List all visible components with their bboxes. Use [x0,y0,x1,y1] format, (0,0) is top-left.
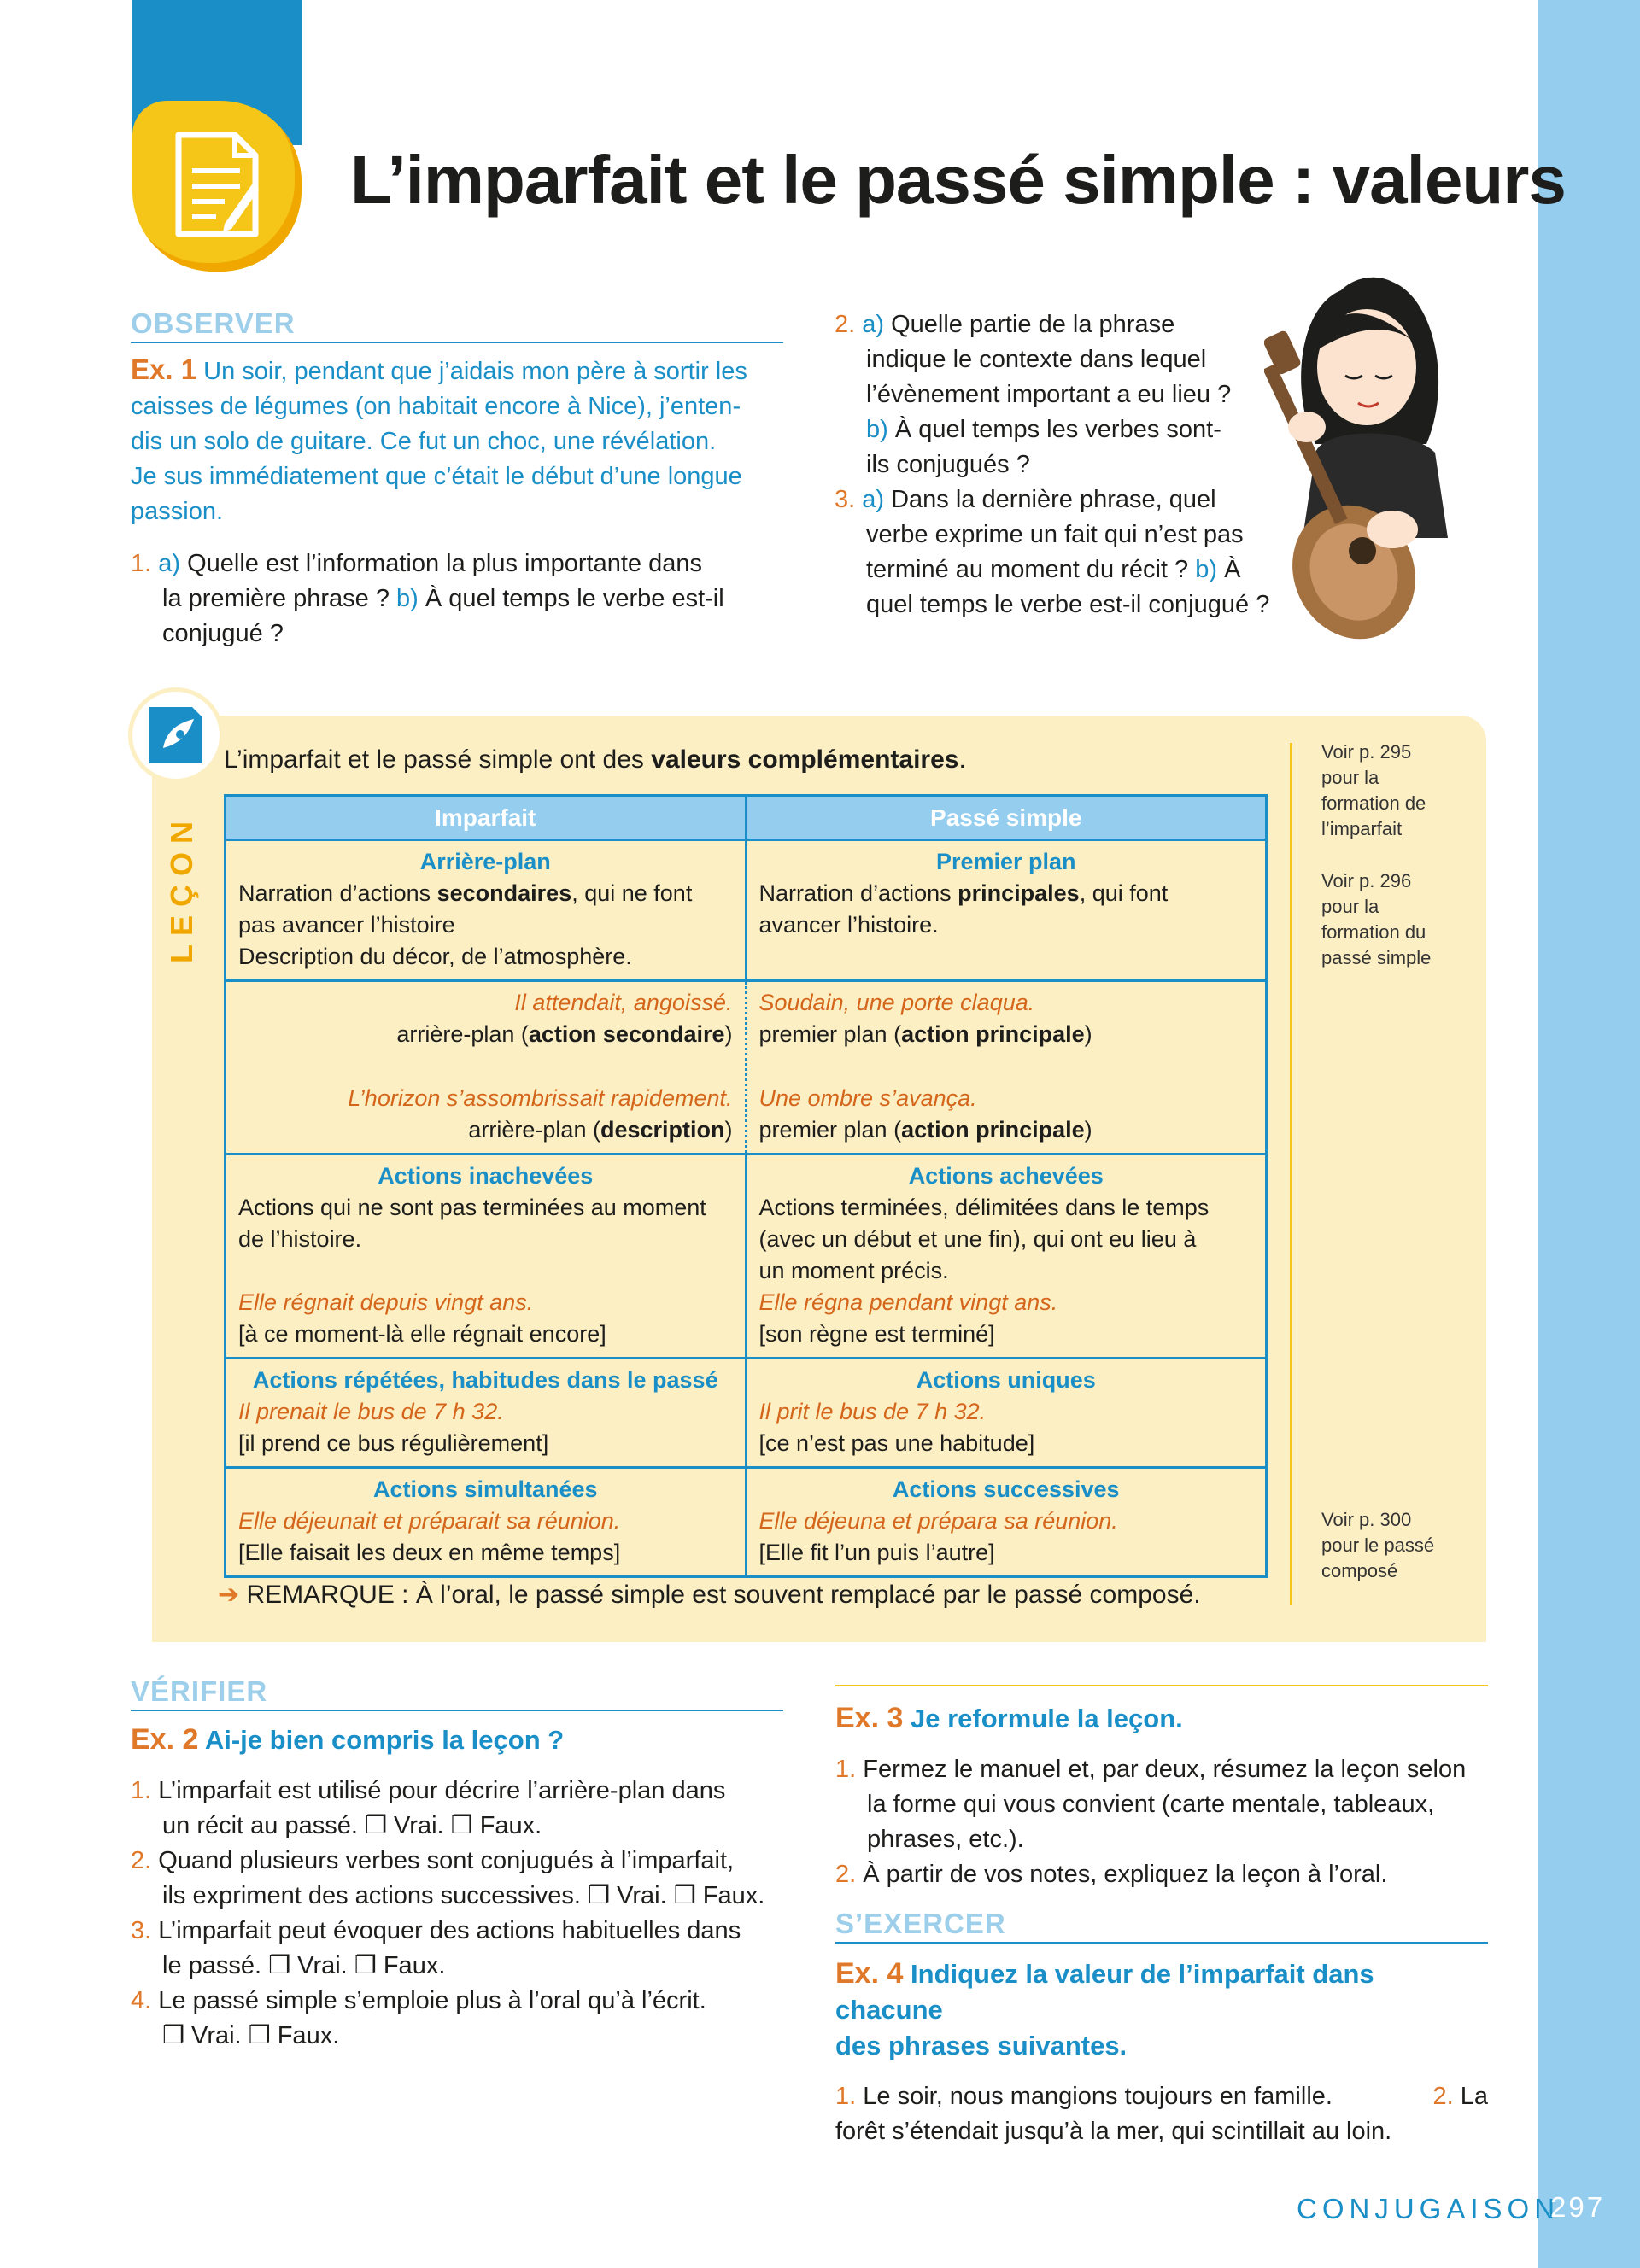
example-sentence: Elle régna pendant vingt ans. [758,1289,1058,1315]
table-row [226,840,1267,981]
side-note-line: Voir p. 296 [1321,870,1412,891]
document-icon [132,101,302,272]
table-cell [226,1359,747,1468]
question-text: terminé au moment du récit ? [866,556,1189,583]
example-sentence: Il prit le bus de 7 h 32. [758,1399,987,1424]
header-imparfait: Imparfait [226,796,747,840]
ex4-title-text: Indiquez la valeur de l’imparfait dans chacune [835,1959,1374,2025]
list-item [835,1857,1488,1892]
item-number: 1. [131,1777,152,1804]
ex4-label: Ex. 4 [835,1957,904,1990]
table-header-row [226,796,1267,840]
side-note-line: formation du [1321,921,1426,943]
cell-category: Actions achevées [908,1163,1104,1189]
cell-text: Actions qui ne sont pas terminées au moment [238,1195,706,1220]
cell-text: premier plan ( [758,1117,902,1143]
ex3-title [835,1702,1488,1735]
intro-bold: valeurs complémentaires [651,745,959,774]
example-sentence: Elle déjeuna et prépara sa réunion. [758,1508,1118,1534]
item-text: la forme qui vous convient (carte mentale, tableaux, [867,1791,1435,1818]
side-note-line: pour la [1321,896,1379,917]
cell-text: arrière-plan ( [396,1021,529,1047]
cell-text: un moment précis. [758,1258,949,1283]
lesson-vertical-label: LEÇON [164,813,199,963]
exercer-heading: S’EXERCER [835,1908,1488,1944]
ex3-label: Ex. 3 [835,1702,904,1734]
cell-text: premier plan ( [758,1021,902,1047]
cell-bold: description [600,1117,725,1143]
lesson-quill-icon [128,687,224,783]
item-text: L’imparfait est utilisé pour décrire l’arrière-plan dans [158,1777,726,1804]
cell-text: , qui font [1079,880,1168,906]
question-text: À [1224,556,1241,583]
side-note-line: pour la [1321,767,1379,788]
cell-note: [son règne est terminé] [758,1321,995,1347]
table-cell [746,1154,1267,1359]
question-text: À quel temps les verbes sont- [894,416,1221,443]
item-text: L’imparfait peut évoquer des actions habituelles dans [158,1917,741,1944]
side-note [1321,1507,1434,1584]
question-number: 1. [131,550,152,577]
question-number: 3. [835,486,856,513]
question-letter: a) [862,486,885,513]
cell-text: de l’histoire. [238,1226,362,1252]
cell-text: ) [1084,1021,1092,1047]
side-note-line: pour le passé [1321,1534,1435,1556]
cell-text: Actions terminées, délimitées dans le temps [758,1195,1210,1220]
ex2-label: Ex. 2 [131,1723,199,1756]
table-cell [226,1154,747,1359]
question-letter: b) [396,585,419,612]
table-cell [226,1468,747,1577]
cell-category: Actions successives [892,1476,1120,1502]
cell-note: [il prend ce bus régulièrement] [238,1430,549,1456]
footer-section-name: CONJUGAISON [1297,2193,1561,2224]
question-text: verbe exprime un fait qui n’est pas [866,521,1244,548]
side-note-rule [1290,743,1292,1605]
observer-section [131,307,783,652]
ex3-section [835,1685,1488,2149]
cell-text: ) [724,1117,733,1143]
question-text: indique le contexte dans lequel [866,346,1207,373]
cell-category: Actions simultanées [372,1476,598,1502]
item-text: À partir de vos notes, expliquez la leçon à l’oral. [863,1861,1388,1888]
question-text: la première phrase ? [162,585,390,612]
question-text: Quelle partie de la phrase [891,311,1175,338]
item-number: 2. [1432,2083,1454,2110]
example-sentence: Elle déjeunait et préparait sa réunion. [238,1508,621,1534]
list-item [131,1774,783,1809]
ex1-line: Un soir, pendant que j’aidais mon père à sortir les [203,358,747,385]
lesson-intro [224,745,966,775]
table-cell [746,840,1267,981]
table-row [226,981,1267,1154]
question-text: conjugué ? [162,620,284,647]
table-row [226,1359,1267,1468]
header-passe-simple: Passé simple [746,796,1267,840]
cell-text: avancer l’histoire. [758,912,939,938]
table-cell [746,1468,1267,1577]
item-text: ils expriment des actions successives. ❐ Vrai. ❐ Faux. [162,1882,765,1909]
example-sentence: Une ombre s’avança. [758,1085,977,1111]
side-note-line: l’imparfait [1321,818,1403,839]
cell-note: [à ce moment-là elle régnait encore] [238,1321,606,1347]
question-1 [131,547,783,652]
cell-text: ) [1084,1117,1092,1143]
ex1-text [131,352,783,529]
cell-category: Premier plan [935,849,1076,874]
table-row [226,1468,1267,1577]
item-number: 1. [835,2083,857,2110]
cell-category: Actions inachevées [378,1163,594,1189]
ex2-title [131,1723,783,1757]
question-letter: b) [866,416,888,443]
cell-text: pas avancer l’histoire [238,912,455,938]
cell-category: Actions uniques [916,1367,1096,1393]
cell-bold: action principale [901,1117,1085,1143]
side-note [1321,739,1426,842]
item-text: Le soir, nous mangions toujours en famille. [863,2083,1332,2110]
ex1-line: dis un solo de guitare. Ce fut un choc, une révélation. [131,428,717,455]
side-note-line: passé simple [1321,947,1432,968]
side-note-line: Voir p. 295 [1321,741,1412,763]
question-number: 2. [835,311,856,338]
example-sentence: Soudain, une porte claqua. [758,990,1035,1015]
ex1-label: Ex. 1 [131,354,197,385]
lesson-table [224,794,1268,1578]
question-letter: a) [862,311,885,338]
ex2-list [131,1774,783,2054]
question-text: quel temps le verbe est-il conjugué ? [866,591,1270,618]
cell-note: [ce n’est pas une habitude] [758,1430,1035,1456]
item-number: 3. [131,1917,152,1944]
intro-text: L’imparfait et le passé simple ont des [224,745,652,774]
cell-bold: action principale [901,1021,1085,1047]
item-number: 2. [835,1861,857,1888]
item-number: 1. [835,1756,857,1783]
example-sentence: Il attendait, angoissé. [514,990,733,1015]
ex3-list [835,1752,1488,1892]
ex4-title-text: des phrases suivantes. [835,2031,1128,2060]
item-text: un récit au passé. ❐ Vrai. ❐ Faux. [162,1812,542,1839]
side-note [1321,868,1431,971]
cell-text: Narration d’actions [758,880,958,906]
ex1-line: passion. [131,498,224,525]
question-text: Dans la dernière phrase, quel [891,486,1216,513]
question-text: l’évènement important a eu lieu ? [866,381,1232,408]
page-title: L’imparfait et le passé simple : valeurs [350,142,1566,218]
cell-category: Arrière-plan [419,849,551,874]
example-sentence: Il prenait le bus de 7 h 32. [238,1399,504,1424]
remark-text: REMARQUE : À l’oral, le passé simple est souvent remplacé par le passé composé. [246,1581,1201,1609]
item-text: La [1460,2083,1488,2110]
side-strip [1538,0,1640,2268]
ex4-text [835,2079,1488,2149]
item-number: 4. [131,1987,152,2014]
question-letter: a) [158,550,181,577]
ex3-title-text: Je reformule la leçon. [911,1704,1183,1733]
list-item [131,1844,783,1879]
cell-text: Narration d’actions [238,880,437,906]
verifier-section [131,1675,783,2054]
ex4-title [835,1955,1488,2064]
example-sentence: Elle régnait depuis vingt ans. [238,1289,534,1315]
cell-note: [Elle faisait les deux en même temps] [238,1540,621,1565]
item-text: Le passé simple s’emploie plus à l’oral qu’à l’écrit. [158,1987,706,2014]
ex1-line: Je sus immédiatement que c’était le début d’une longue [131,463,742,490]
list-item [131,1984,783,2019]
item-number: 2. [131,1847,152,1874]
ex1-line: caisses de légumes (on habitait encore à Nice), j’enten- [131,393,741,420]
cell-category: Actions répétées, habitudes dans le passé [252,1367,718,1393]
guitar-girl-illustration [1264,256,1469,649]
question-text: ils conjugués ? [866,451,1030,478]
cell-text: arrière-plan ( [468,1117,600,1143]
question-letter: b) [1195,556,1218,583]
item-text: le passé. ❐ Vrai. ❐ Faux. [162,1952,446,1979]
list-item [131,1914,783,1949]
lesson-remark [218,1580,1201,1610]
table-cell [746,1359,1267,1468]
side-note-line: composé [1321,1560,1398,1581]
cell-bold: principales [958,880,1080,906]
verifier-heading: VÉRIFIER [131,1675,783,1711]
cell-text: Description du décor, de l’atmosphère. [238,944,632,969]
example-sentence: L’horizon s’assombrissait rapidement. [348,1085,733,1111]
page-number: 297 [1550,2191,1606,2223]
item-text: ❐ Vrai. ❐ Faux. [162,2022,340,2049]
table-cell [226,840,747,981]
cell-text: , qui ne font [571,880,693,906]
questions-2-3 [835,307,1304,623]
item-text: Fermez le manuel et, par deux, résumez la leçon selon [863,1756,1467,1783]
item-text: forêt s’étendait jusqu’à la mer, qui scintillait au loin. [835,2118,1392,2145]
table-row [226,1154,1267,1359]
cell-text: (avec un début et une fin), qui ont eu lieu à [758,1226,1197,1252]
item-text: phrases, etc.). [867,1826,1024,1853]
cell-text: ) [724,1021,733,1047]
cell-bold: action secondaire [528,1021,725,1047]
item-text: Quand plusieurs verbes sont conjugués à l’imparfait, [158,1847,735,1874]
ex2-title-text: Ai-je bien compris la leçon ? [204,1725,565,1755]
question-text: Quelle est l’information la plus importante dans [187,550,702,577]
observer-heading: OBSERVER [131,307,783,343]
cell-note: [Elle fit l’un puis l’autre] [758,1540,995,1565]
cell-bold: secondaires [436,880,572,906]
side-note-line: Voir p. 300 [1321,1509,1412,1530]
side-note-line: formation de [1321,792,1426,814]
table-cell [226,981,747,1154]
table-cell [746,981,1267,1154]
intro-text: . [958,745,966,774]
list-item [835,1752,1488,1787]
question-text: À quel temps le verbe est-il [425,585,724,612]
arrow-icon: ➔ [218,1581,240,1609]
